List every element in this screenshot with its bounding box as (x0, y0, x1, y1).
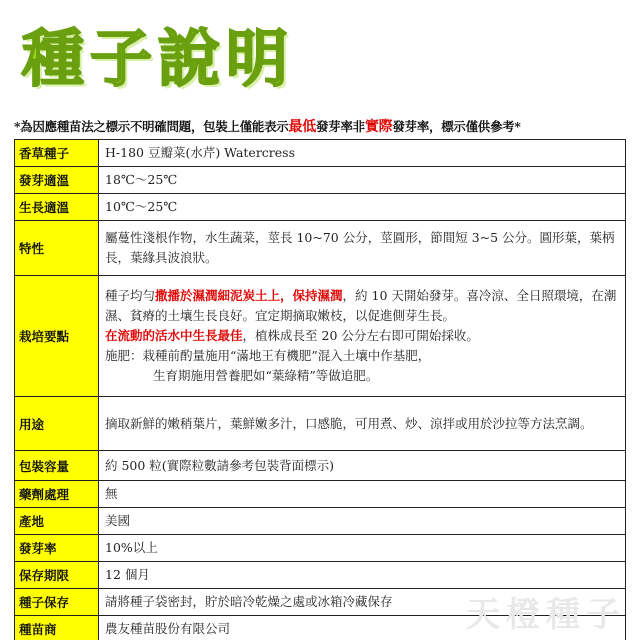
cultivation-text: 種子均勻 (105, 288, 156, 303)
row-label: 特性 (15, 221, 99, 276)
cultivation-highlight: 撒播於濕潤細泥炭土上，保持濕潤 (155, 288, 343, 303)
germination-notice (14, 116, 626, 136)
cultivation-paragraph-2 (105, 326, 619, 346)
table-row (15, 508, 626, 535)
table-row (15, 221, 626, 276)
notice-text-2: 發芽率非 (316, 119, 365, 134)
cultivation-text: ，約 10 天開始發芽。喜冷涼、全日照環境，在潮濕、貧瘠的土壤生長良好。宜定期摘取嫩枝，以促進側芽生長。 (105, 288, 617, 323)
table-row (15, 481, 626, 508)
row-value: 美國 (99, 508, 626, 535)
table-row (15, 562, 626, 589)
table-row (15, 167, 626, 194)
notice-highlight-lowest: 最低 (288, 119, 317, 135)
row-label: 包裝容量 (15, 451, 99, 481)
row-value: 約 500 粒(實際粒數請參考包裝背面標示) (99, 451, 626, 481)
cultivation-highlight: 在流動的活水中生長最佳 (105, 328, 243, 343)
row-label: 發芽適溫 (15, 167, 99, 194)
row-label: 栽培要點 (15, 276, 99, 397)
row-label: 發芽率 (15, 535, 99, 562)
notice-text-1: *為因應種苗法之標示不明確問題，包裝上僅能表示 (14, 119, 289, 134)
table-row (15, 276, 626, 397)
row-label: 種子保存 (15, 589, 99, 616)
row-value: 10℃～25℃ (99, 194, 626, 221)
row-value: 農友種苗股份有限公司 (99, 616, 626, 640)
row-value: 請將種子袋密封，貯於暗冷乾燥之處或冰箱冷藏保存 (99, 589, 626, 616)
notice-highlight-actual: 實際 (364, 119, 393, 135)
table-row (15, 194, 626, 221)
table-row (15, 535, 626, 562)
row-label: 用途 (15, 397, 99, 451)
row-value: 屬蔓性淺根作物，水生蔬菜，莖長 10~70 公分，莖圓形，節間短 3~5 公分。圓形葉，葉柄長，葉緣具波浪狀。 (99, 221, 626, 276)
cultivation-paragraph-1 (105, 286, 619, 326)
row-value: 10%以上 (99, 535, 626, 562)
notice-text-3: 發芽率，標示僅供參考* (392, 119, 521, 134)
row-label: 生長適溫 (15, 194, 99, 221)
page-title: 種子說明 (22, 22, 295, 95)
watermark: 天橙種子 (466, 595, 626, 635)
cultivation-value (99, 276, 626, 397)
row-value: 無 (99, 481, 626, 508)
row-value: 18℃～25℃ (99, 167, 626, 194)
table-row (15, 397, 626, 451)
seed-spec-table (14, 139, 626, 640)
row-label: 藥劑處理 (15, 481, 99, 508)
row-label: 產地 (15, 508, 99, 535)
row-value: 12 個月 (99, 562, 626, 589)
row-label: 種苗商 (15, 616, 99, 640)
row-value: 摘取新鮮的嫩稍葉片，葉鮮嫩多汁，口感脆，可用煮、炒、涼拌或用於沙拉等方法烹調。 (99, 397, 626, 451)
row-label: 保存期限 (15, 562, 99, 589)
row-value: H-180 豆瓣菜(水芹) Watercress (99, 140, 626, 167)
fertilizer-line-2: 生育期施用營養肥如“葉綠精”等做追肥。 (153, 368, 379, 383)
fertilizer-line-1: 施肥：栽種前酌量施用“滿地王有機肥”混入土壤中作基肥， (105, 348, 431, 363)
table-row (15, 140, 626, 167)
table-row (15, 451, 626, 481)
row-label: 香草種子 (15, 140, 99, 167)
cultivation-text: ，植株成長至 20 公分左右即可開始採收。 (242, 328, 479, 343)
